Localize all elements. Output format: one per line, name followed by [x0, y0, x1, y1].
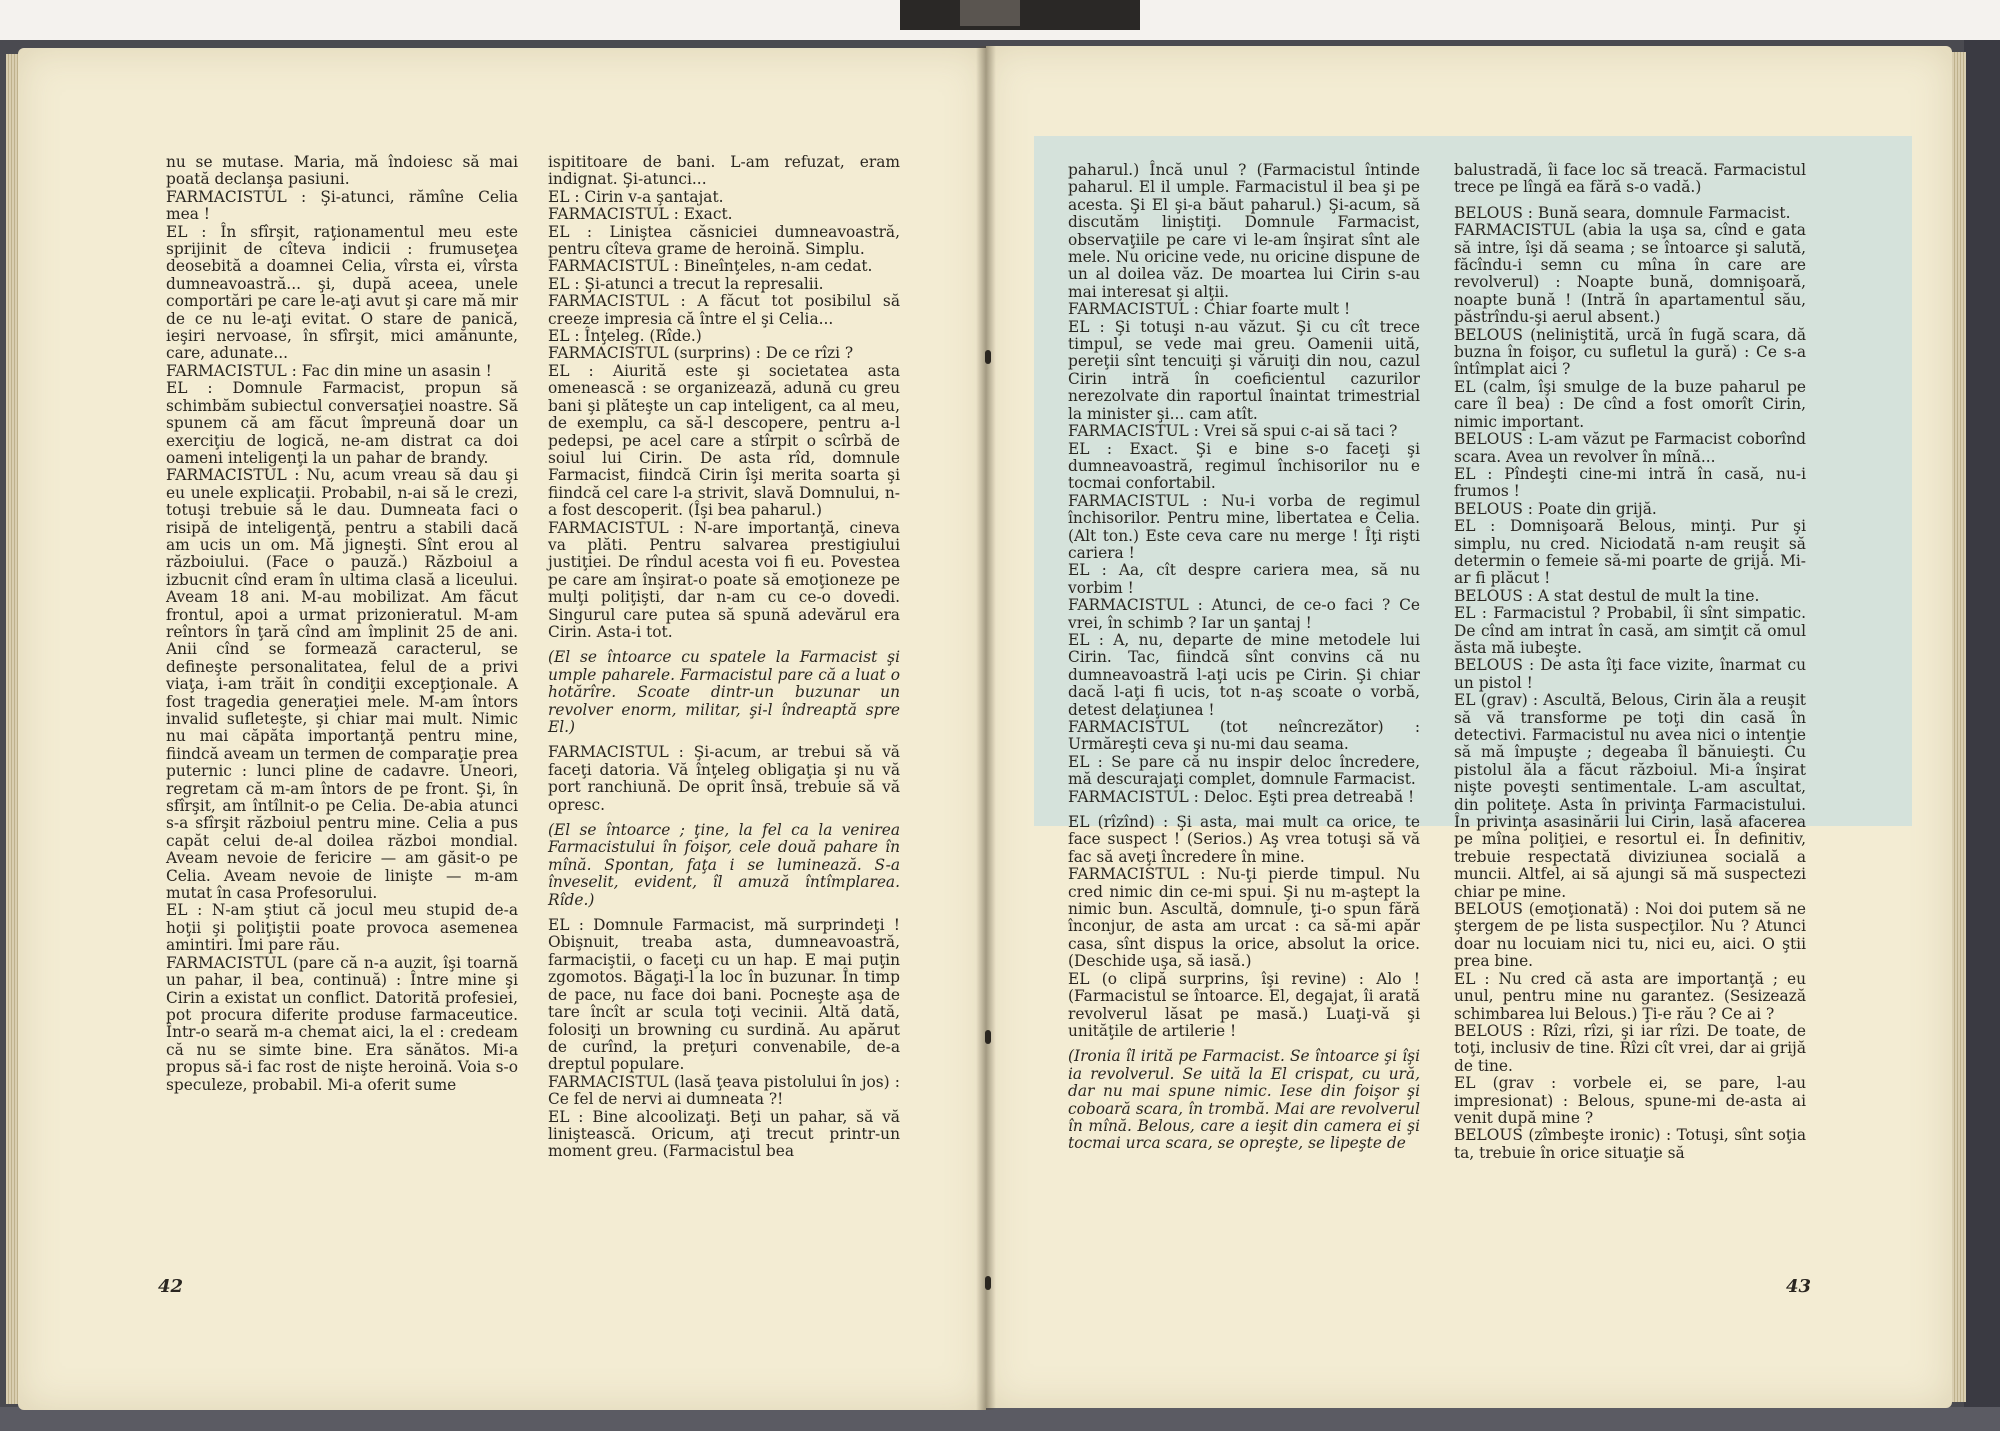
text-paragraph: FARMACISTUL : Exact. [548, 205, 733, 224]
text-paragraph: BELOUS (neliniştită, urcă în fugă scara, dă buzna în foişor, cu sufletul la gură) : Ce s-a întîmplat aici ? [1454, 325, 1806, 379]
text-paragraph: balustradă, îi face loc să treacă. Farmacistul trece pe lîngă ea fără s-o vadă.) [1454, 161, 1806, 197]
page-number-left: 42 [158, 1276, 184, 1297]
text-paragraph: FARMACISTUL : Nu-i vorba de regimul închisorilor. Pentru mine, libertatea e Celia. (Alt ton.) Este ceva care nu merge ! Îţi rişti cariera ! [1068, 491, 1420, 562]
book-gutter [976, 46, 996, 1410]
scan-dark-object-inner [960, 0, 1020, 26]
text-paragraph: FARMACISTUL (pare că n-a auzit, îşi toarnă un pahar, il bea, continuă) : Între mine şi Cirin a existat un conflict. Datorită profesiei, pot procura diferite produse farmaceutice. Într-o seară m-a chemat aici, la el : credeam că nu se simte bine. Era sănătos. Mi-a propus să-i fac rost de nişte heroină. Voia s-o speculeze, probabil. Mi-a oferit sume [166, 953, 518, 1094]
text-paragraph: FARMACISTUL : Nu-ţi pierde timpul. Nu cred nimic din ce-mi spui. Şi nu m-aştept la nimic bun. Ascultă, domnule, ţi-o spun fără înconjur, de asta am urcat : ca să-mi apăr casa, sînt dispus la orice, absolut la orice. (Deschide uşa, să iasă.) [1068, 865, 1420, 971]
text-paragraph: FARMACISTUL : Fac din mine un asasin ! [166, 361, 492, 380]
text-paragraph: BELOUS (zîmbeşte ironic) : Totuşi, sînt soţia ta, trebuie în orice situaţie să [1454, 1126, 1806, 1162]
text-paragraph: BELOUS : L-am văzut pe Farmacist coborînd scara. Avea un revolver în mînă... [1454, 430, 1806, 466]
left-page-column-1 [166, 154, 518, 1094]
text-paragraph: FARMACISTUL : Deloc. Eşti prea detreabă ! [1068, 787, 1415, 806]
text-paragraph: BELOUS : A stat destul de mult la tine. [1454, 586, 1760, 605]
text-paragraph: paharul.) Încă unul ? (Farmacistul întinde paharul. El il umple. Farmacistul il bea şi pe acesta. Şi El şi-a băut paharul.) Şi-acum, să discutăm liniştiţi. Domnule Farmacist, observaţiile pe care vi le-am înşirat sînt ale mele. Nu oricine vede, nu oricine dispune de un al doilea văz. De moartea lui Cirin s-au mai interesat şi alţii. [1068, 161, 1420, 301]
scan-background [0, 0, 2000, 44]
text-paragraph: FARMACISTUL (lasă ţeava pistolului în jos) : Ce fel de nervi ai dumneata ?! [548, 1072, 900, 1109]
text-paragraph: EL (grav) : Ascultă, Belous, Cirin ăla a reuşit să vă transforme pe toţi din casă în detectivi. Farmacistul nu avea nici o intenţie să mă împuşte ; degeaba îl bănuieşti. Cu pistolul ăla a făcut războiul. Mi-a înşirat nişte poveşti sentimentale. L-am ascultat, din politeţe. Asta în privinţa Farmacistului. În privinţa asasinării lui Cirin, lasă afacerea pe mîna poliţiei, e resortul ei. În definitiv, trebuie respectată diviziunea socială a muncii. Altfel, ai să ajungi să mă suspectezi chiar pe mine. [1454, 691, 1806, 901]
text-paragraph: EL : Şi totuşi n-au văzut. Şi cu cît trece timpul, se vede mai greu. Oamenii uită, pereţii sînt tencuiţi şi văruiţi din nou, cazul Cirin intră în coeficientul cazurilor nerezolvate din raportul înaintat trimestrial la minister şi... cam atît. [1068, 317, 1420, 423]
text-paragraph: FARMACISTUL : Şi-acum, ar trebui să vă faceţi datoria. Vă înţeleg obligaţia şi nu vă port ranchiună. De oprit însă, trebuie să vă opresc. [548, 743, 900, 814]
book-cover-bottom [0, 1407, 2000, 1431]
text-paragraph: EL : Cirin v-a şantajat. [548, 187, 724, 206]
right-page [986, 46, 1952, 1408]
text-paragraph: FARMACISTUL : Nu, acum vreau să dau şi eu unele explicaţii. Probabil, n-ai să le crezi, totuşi trebuie să le dau. Dumneata faci o risipă de inteligenţă, pentru a stabili dacă am ucis un om. Mă jigneşti. Sînt erou al războiului. (Face o pauză.) Războiul a izbucnit cînd eram în ultima clasă a liceului. Aveam 18 ani. M-au mobilizat. Am făcut frontul, apoi a urmat prizonieratul. M-am reîntors în ţară cînd am împlinit 25 de ani. Anii cînd se formează caracterul, se defineşte personalitatea, felul de a privi viaţa, i-am trăit în condiţii excepţionale. A fost tragedia generaţiei mele. M-am întors invalid sufleteşte, şi chiar mai mult. Nimic nu mai căpăta importanţă pentru mine, fiindcă aveam un termen de comparaţie prea puternic : lunci pline de cadavre. Uneori, regretam că m-am întors de pe front. Şi, în sfîrşit, am întîlnit-o pe Celia. De-abia atunci s-a sfîrşit războiul pentru mine. Celia a pus capăt celui de-al doilea război mondial. Aveam nevoie de fericire — am găsit-o pe Celia. Aveam nevoie de linişte — m-am mutat în casa Profesorului. [166, 466, 518, 903]
page-edges-left [6, 54, 18, 1404]
left-page [18, 48, 986, 1410]
text-paragraph: nu se mutase. Maria, mă îndoiesc să mai poată declanşa pasiuni. [166, 153, 518, 189]
text-paragraph: EL : Aa, cît despre cariera mea, să nu vorbim ! [1068, 561, 1420, 597]
text-paragraph: EL : Domnule Farmacist, mă surprindeţi ! Obişnuit, treaba asta, dumneavoastră, farmaciştii, o faceţi cu un hap. E mai puţin zgomotos. Băgaţi-l la loc în buzunar. În timp de pace, nu face doi bani. Pocneşte aşa de tare încît ar scula toţi vecinii. Altă dată, folosiţi un browning cu surdină. Au apărut de curînd, la preţuri convenabile, de-a dreptul populare. [548, 916, 900, 1074]
text-paragraph: EL (o clipă surprins, îşi revine) : Alo ! (Farmacistul se întoarce. El, degajat, îi arată revolverul lăsat pe masă.) Luaţi-vă şi unităţile de artilerie ! [1068, 969, 1420, 1040]
scan-dark-object [900, 0, 1140, 30]
text-paragraph: EL : Pîndeşti cine-mi intră în casă, nu-i frumos ! [1454, 464, 1806, 501]
text-paragraph: EL : Domnişoară Belous, minţi. Pur şi simplu, nu cred. Niciodată n-am reuşit să determin o femeie să-mi poarte de grijă. Mi-ar fi plăcut ! [1454, 517, 1806, 588]
page-edges-right [1952, 52, 1966, 1402]
text-paragraph: FARMACISTUL : Bineînţeles, n-am cedat. [548, 257, 873, 276]
text-paragraph: (Ironia îl irită pe Farmacist. Se întoarce şi îşi ia revolverul. Se uită la El crispat, cu ură, dar nu mai spune nimic. Iese din foişor şi coboară scara, în trombă. Mai are revolverul în mînă. Belous, care a ieşit din camera ei şi tocmai urca scara, se opreşte, se lipeşte de [1068, 1047, 1420, 1153]
text-paragraph: EL (grav : vorbele ei, se pare, l-au impresionat) : Belous, spune-mi de-asta ai venit după mine ? [1454, 1074, 1806, 1127]
text-paragraph: FARMACISTUL : Chiar foarte mult ! [1068, 300, 1351, 319]
text-paragraph: (El se întoarce cu spatele la Farmacist şi umple paharele. Farmacistul pare că a luat o hotărîre. Scoate dintr-un buzunar un revolver enorm, militar, şi-l îndreaptă spre El.) [548, 648, 900, 736]
left-page-column-2 [548, 154, 900, 1161]
text-paragraph: EL (calm, îşi smulge de la buze paharul pe care îl bea) : De cînd a fost omorît Cirin, nimic important. [1454, 377, 1806, 431]
text-paragraph: ispititoare de bani. L-am refuzat, eram indignat. Şi-atunci... [548, 153, 900, 189]
text-paragraph: FARMACISTUL (abia la uşa sa, cînd e gata să intre, îşi dă seama ; se întoarce şi salută, făcîndu-i semn cu mîna în care are revolverul) : Noapte bună, domnişoară, noapte bună ! (Intră în apartamentul său, păstrîndu-şi aerul absent.) [1454, 221, 1806, 327]
text-paragraph: FARMACISTUL : Vrei să spui c-ai să taci ? [1068, 422, 1398, 441]
right-page-column-1 [1068, 162, 1420, 1153]
text-paragraph: EL : Înţeleg. (Rîde.) [548, 327, 702, 346]
binding-stitch [985, 350, 991, 364]
text-paragraph: BELOUS : Bună seara, domnule Farmacist. [1454, 203, 1791, 222]
text-paragraph: BELOUS : Rîzi, rîzi, şi iar rîzi. De toate, de toţi, inclusiv de tine. Rîzi cît vrei, dar ai grijă de tine. [1454, 1021, 1806, 1075]
text-paragraph: EL : Aiurită este şi societatea asta omenească : se organizează, adună cu greu bani şi plăteşte un cap inteligent, ca al meu, de exemplu, ca să-l descopere, pentru a-l pedepsi, pe acel care a stîrpit o scîrbă de soiul lui Cirin. De asta rîd, domnule Farmacist, fiindcă Cirin îşi merita soarta şi fiindcă cel care l-a strivit, slavă Domnului, n-a fost descoperit. (Îşi bea paharul.) [548, 361, 900, 520]
text-paragraph: FARMACISTUL (surprins) : De ce rîzi ? [548, 344, 854, 363]
text-paragraph: BELOUS : De asta îţi face vizite, înarmat cu un pistol ! [1454, 656, 1806, 692]
text-paragraph: (El se întoarce ; ţine, la fel ca la venirea Farmacistului în foişor, cele două pahare în mînă. Spontan, faţa i se luminează. S-a înveselit, evident, îl amuză întîmplarea. Rîde.) [548, 821, 900, 909]
right-page-column-2 [1454, 162, 1806, 1162]
binding-stitch [985, 1276, 991, 1290]
text-paragraph: EL (rîzînd) : Şi asta, mai mult ca orice, te face suspect ! (Serios.) Aş vrea totuşi să vă fac să aveţi încredere în mine. [1068, 813, 1420, 866]
text-paragraph: FARMACISTUL : Atunci, de ce-o faci ? Ce vrei, în schimb ? Iar un şantaj ! [1068, 596, 1420, 632]
text-paragraph: FARMACISTUL : Şi-atunci, rămîne Celia mea ! [166, 187, 518, 224]
text-paragraph: EL : Se pare că nu inspir deloc încredere, mă descurajaţi complet, domnule Farmacist. [1068, 752, 1420, 789]
text-paragraph: EL : Exact. Şi e bine s-o faceţi şi dumneavoastră, regimul închisorilor nu e tocmai confortabil. [1068, 439, 1420, 493]
binding-stitch [985, 1030, 991, 1044]
text-paragraph: EL : N-am ştiut că jocul meu stupid de-a hoţii şi poliţiştii poate provoca asemenea amintiri. Îmi pare rău. [166, 901, 518, 955]
text-paragraph: FARMACISTUL (tot neîncrezător) : Urmăreşti ceva şi nu-mi dau seama. [1068, 718, 1420, 754]
text-paragraph: EL : Bine alcoolizaţi. Beţi un pahar, să vă liniştească. Oricum, aţi trecut printr-un moment greu. (Farmacistul bea [548, 1107, 900, 1161]
text-paragraph: EL : Farmacistul ? Probabil, îi sînt simpatic. De cînd am intrat în casă, am simţit că omul ăsta mă iubeşte. [1454, 604, 1806, 657]
text-paragraph: EL : Domnule Farmacist, propun să schimbăm subiectul conversaţiei noastre. Să spunem că am făcut împreună doar un exerciţiu de logică, ne-am distrat ca doi oameni inteligenţi la un pahar de brandy. [166, 379, 518, 467]
text-paragraph: EL : Şi-atunci a trecut la represalii. [548, 274, 824, 293]
text-paragraph: BELOUS (emoţionată) : Noi doi putem să ne ştergem de pe lista suspecţilor. Nu ? Atunci doar nu locuiam nici tu, nici eu, aici. O ştii prea bine. [1454, 900, 1806, 971]
text-paragraph: FARMACISTUL : N-are importanţă, cineva va plăti. Pentru salvarea prestigiului justiţiei. De rîndul acesta voi fi eu. Povestea pe care am înşirat-o poate să emoţioneze pe mulţi poliţişti, dar n-am cu ce-o dovedi. Singurul care putea să spună adevărul era Cirin. Asta-i tot. [548, 518, 900, 641]
book-cover-edge [1964, 40, 2000, 1431]
text-paragraph: FARMACISTUL : A făcut tot posibilul să creeze impresia că între el şi Celia... [548, 292, 900, 328]
page-number-right: 43 [1786, 1276, 1812, 1297]
text-paragraph: EL : A, nu, departe de mine metodele lui Cirin. Tac, fiindcă sînt convins că nu dumneavoastră l-aţi ucis pe Cirin. Şi chiar dacă l-aţi fi ucis, tot n-aş scoate o vorbă, detest delaţiunea ! [1068, 630, 1420, 719]
text-paragraph: EL : Nu cred că asta are importanţă ; eu unul, pentru mine nu garantez. (Sesizează schimbarea lui Belous.) Ţi-e rău ? Ce ai ? [1454, 969, 1806, 1023]
text-paragraph: BELOUS : Poate din grijă. [1454, 499, 1657, 518]
text-paragraph: EL : În sfîrşit, raţionamentul meu este sprijinit de cîteva indicii : frumuseţea deosebită a doamnei Celia, vîrsta ei, vîrsta dumneavoastră... şi, după aceea, unele comportări pe care le-aţi avut şi care mă mir de ce nu le-aţi evitat. O stare de panică, ieşiri nervoase, în sfîrşit, mici amănunte, care, adunate... [166, 222, 518, 363]
text-paragraph: EL : Liniştea căsniciei dumneavoastră, pentru cîteva grame de heroină. Simplu. [548, 222, 900, 259]
